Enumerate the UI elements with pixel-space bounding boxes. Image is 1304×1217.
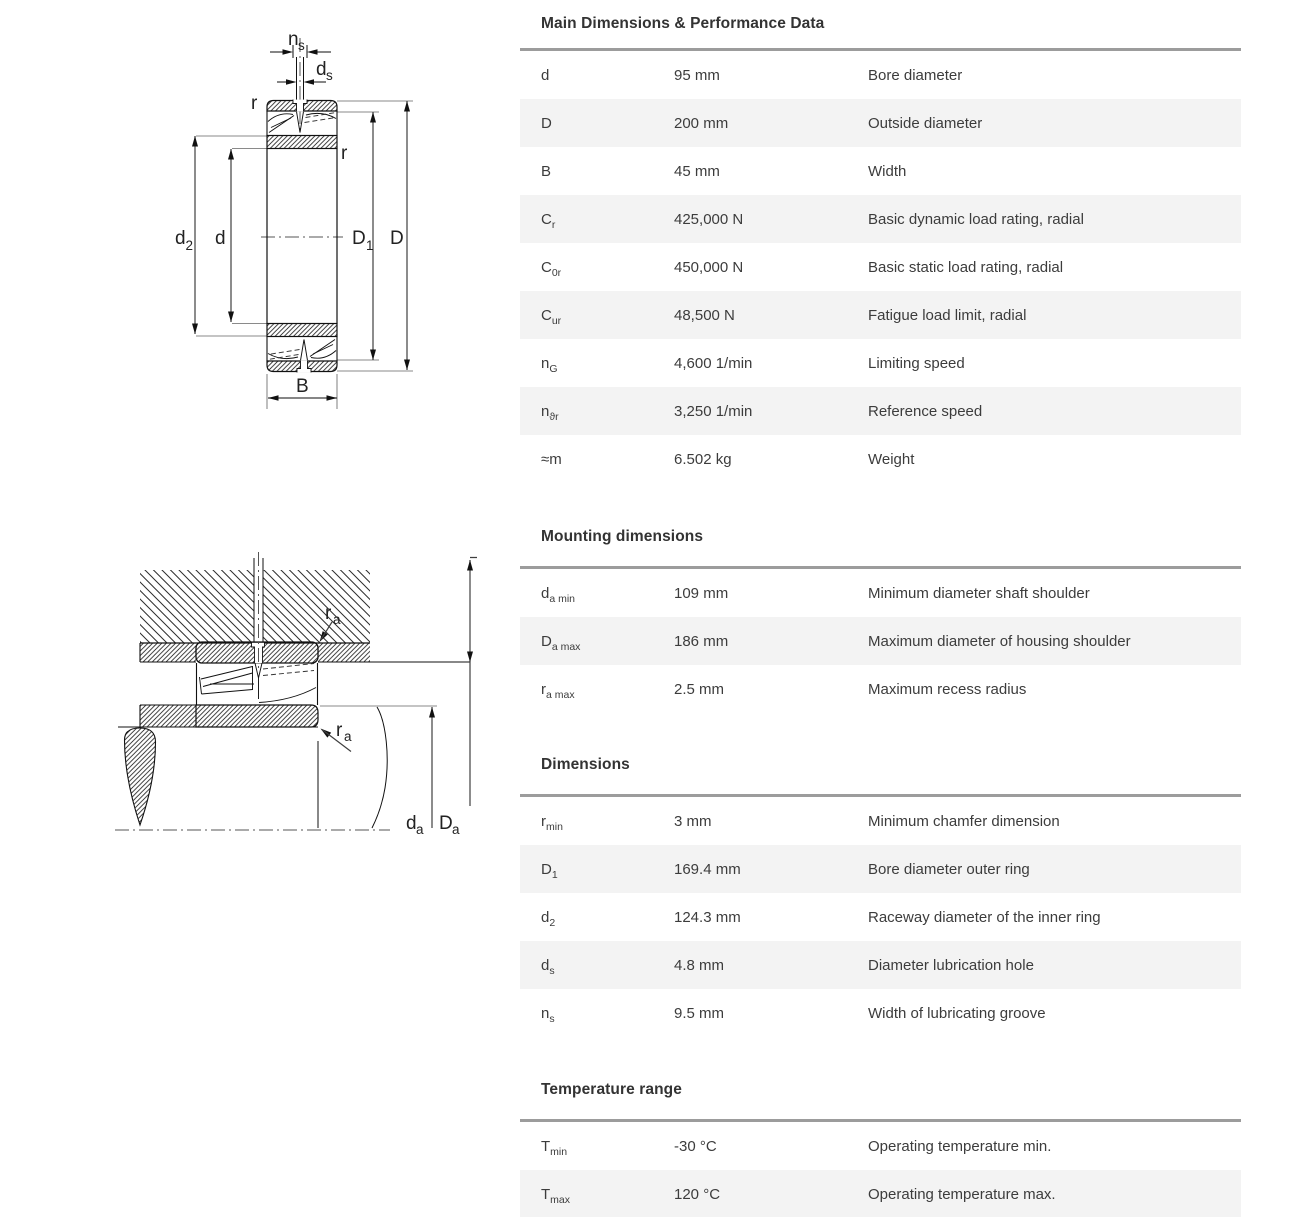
- row-symbol: $T_{min}$: [541, 1137, 568, 1158]
- table-row: [520, 1170, 1241, 1217]
- row-value: -30 °C: [674, 1137, 717, 1155]
- row-description: Raceway diameter of the inner ring: [868, 908, 1101, 926]
- table-dimensions: [520, 794, 1241, 1037]
- row-value: 450,000 N: [674, 258, 744, 276]
- table-row: [520, 243, 1241, 291]
- row-symbol: ≈m: [541, 450, 562, 468]
- bearing-mounting-diagram: [0, 540, 500, 890]
- table-row: [520, 941, 1241, 989]
- row-description: Maximum recess radius: [868, 680, 1027, 698]
- row-value: 109 mm: [674, 584, 729, 602]
- label-ra-bottom: r: [336, 720, 343, 741]
- table-row: [520, 51, 1241, 99]
- shaft-contour: [372, 707, 387, 828]
- table-row: [520, 291, 1241, 339]
- label-D1-sub: 1: [366, 238, 374, 253]
- table-temperature-range: [520, 1119, 1241, 1217]
- table-row: [520, 387, 1241, 435]
- section-title-mounting: Mounting dimensions: [541, 528, 704, 545]
- row-value: 48,500 N: [674, 306, 735, 324]
- table-mounting-dimensions: [520, 566, 1241, 713]
- row-value: 3,250 1/min: [674, 402, 753, 420]
- label-ns-sub: s: [298, 38, 305, 53]
- row-symbol: $n_G$: [541, 354, 558, 375]
- label-d: d: [215, 228, 226, 249]
- table-row: [520, 617, 1241, 665]
- row-value: 6.502 kg: [674, 450, 732, 468]
- table-row: [520, 99, 1241, 147]
- row-value: 9.5 mm: [674, 1004, 725, 1022]
- row-description: Basic dynamic load rating, radial: [868, 210, 1084, 228]
- label-d2-sub: 2: [185, 238, 194, 253]
- row-description: Minimum chamfer dimension: [868, 812, 1060, 830]
- row-symbol: $D_{a max}$: [541, 632, 581, 653]
- row-symbol: $C_{ur}$: [541, 306, 562, 327]
- label-B: B: [296, 376, 309, 397]
- row-value: 4,600 1/min: [674, 354, 753, 372]
- row-description: Basic static load rating, radial: [868, 258, 1064, 276]
- row-description: Operating temperature max.: [868, 1185, 1056, 1203]
- bore-walls: [267, 149, 337, 324]
- table-row: [520, 1122, 1241, 1170]
- table-row: [520, 893, 1241, 941]
- row-value: 200 mm: [674, 114, 729, 132]
- section-title-dimensions: Dimensions: [541, 756, 630, 773]
- row-symbol: $D_1$: [541, 860, 558, 881]
- label-ra-bottom-sub: a: [344, 729, 352, 744]
- ring-section: [267, 100, 337, 149]
- shaft-fillet-relief: [125, 728, 156, 825]
- row-description: Diameter lubrication hole: [868, 956, 1034, 974]
- table-row: [520, 989, 1241, 1037]
- row-value: 186 mm: [674, 632, 729, 650]
- row-symbol: $d_2$: [541, 908, 556, 929]
- row-value: 120 °C: [674, 1185, 721, 1203]
- table-main-dimensions: [520, 48, 1241, 483]
- row-description: Reference speed: [868, 402, 983, 420]
- housing-shoulder: [140, 644, 196, 663]
- rollers: [200, 666, 317, 703]
- row-value: 124.3 mm: [674, 908, 741, 926]
- label-ds: d: [316, 59, 327, 80]
- row-symbol: B: [541, 162, 552, 180]
- row-description: Operating temperature min.: [868, 1137, 1052, 1155]
- label-r-top: r: [251, 93, 258, 114]
- dimension-lines: [432, 558, 477, 829]
- row-description: Bore diameter outer ring: [868, 860, 1030, 878]
- section-title-main: Main Dimensions & Performance Data: [541, 15, 825, 32]
- row-description: Width of lubricating groove: [868, 1004, 1046, 1022]
- bearing-cross-section-diagram: [0, 0, 460, 440]
- row-description: Width: [868, 162, 907, 180]
- label-r-right: r: [341, 143, 348, 164]
- label-D: D: [390, 228, 404, 249]
- row-value: 2.5 mm: [674, 680, 725, 698]
- inner-ring: [196, 705, 318, 727]
- label-Da: D: [439, 813, 453, 834]
- row-symbol: $n_s$: [541, 1004, 555, 1025]
- row-value: 169.4 mm: [674, 860, 741, 878]
- table-row: [520, 147, 1241, 195]
- shaft-shoulder: [140, 706, 196, 728]
- table-row: [520, 339, 1241, 387]
- label-d2: d: [175, 228, 186, 249]
- row-description: Maximum diameter of housing shoulder: [868, 632, 1131, 650]
- row-description: Limiting speed: [868, 354, 965, 372]
- row-symbol: $C_r$: [541, 210, 556, 231]
- row-description: Outside diameter: [868, 114, 983, 132]
- row-value: 45 mm: [674, 162, 720, 180]
- row-symbol: $d_s$: [541, 956, 555, 977]
- section-title-temperature: Temperature range: [541, 1081, 682, 1098]
- table-row: [520, 797, 1241, 845]
- label-ns: n: [288, 29, 299, 50]
- row-description: Fatigue load limit, radial: [868, 306, 1027, 324]
- row-symbol: $r_{min}$: [541, 812, 563, 833]
- row-description: Weight: [868, 450, 915, 468]
- row-symbol: $d_{a min}$: [541, 584, 576, 605]
- row-value: 4.8 mm: [674, 956, 725, 974]
- table-row: [520, 195, 1241, 243]
- label-Da-sub: a: [452, 822, 460, 837]
- inner-ring: [267, 136, 337, 149]
- row-symbol: d: [541, 66, 550, 84]
- table-row: [520, 569, 1241, 617]
- row-value: 425,000 N: [674, 210, 744, 228]
- label-D1: D: [352, 228, 366, 249]
- row-description: Bore diameter: [868, 66, 963, 84]
- label-da-sub: a: [416, 822, 424, 837]
- row-symbol: $n_{ϑr}$: [541, 402, 559, 423]
- table-row: [520, 435, 1241, 483]
- label-ra-top: r: [325, 603, 332, 624]
- row-symbol: $C_{0r}$: [541, 258, 562, 279]
- row-symbol: $r_{a max}$: [541, 680, 575, 701]
- table-row: [520, 665, 1241, 713]
- table-row: [520, 845, 1241, 893]
- row-symbol: D: [541, 114, 552, 132]
- label-ds-sub: s: [326, 68, 333, 83]
- row-symbol: $T_{max}$: [541, 1185, 571, 1206]
- label-da: d: [406, 813, 417, 834]
- row-value: 95 mm: [674, 66, 720, 84]
- row-value: 3 mm: [674, 812, 712, 830]
- label-ra-top-sub: a: [333, 612, 341, 627]
- row-description: Minimum diameter shaft shoulder: [868, 584, 1090, 602]
